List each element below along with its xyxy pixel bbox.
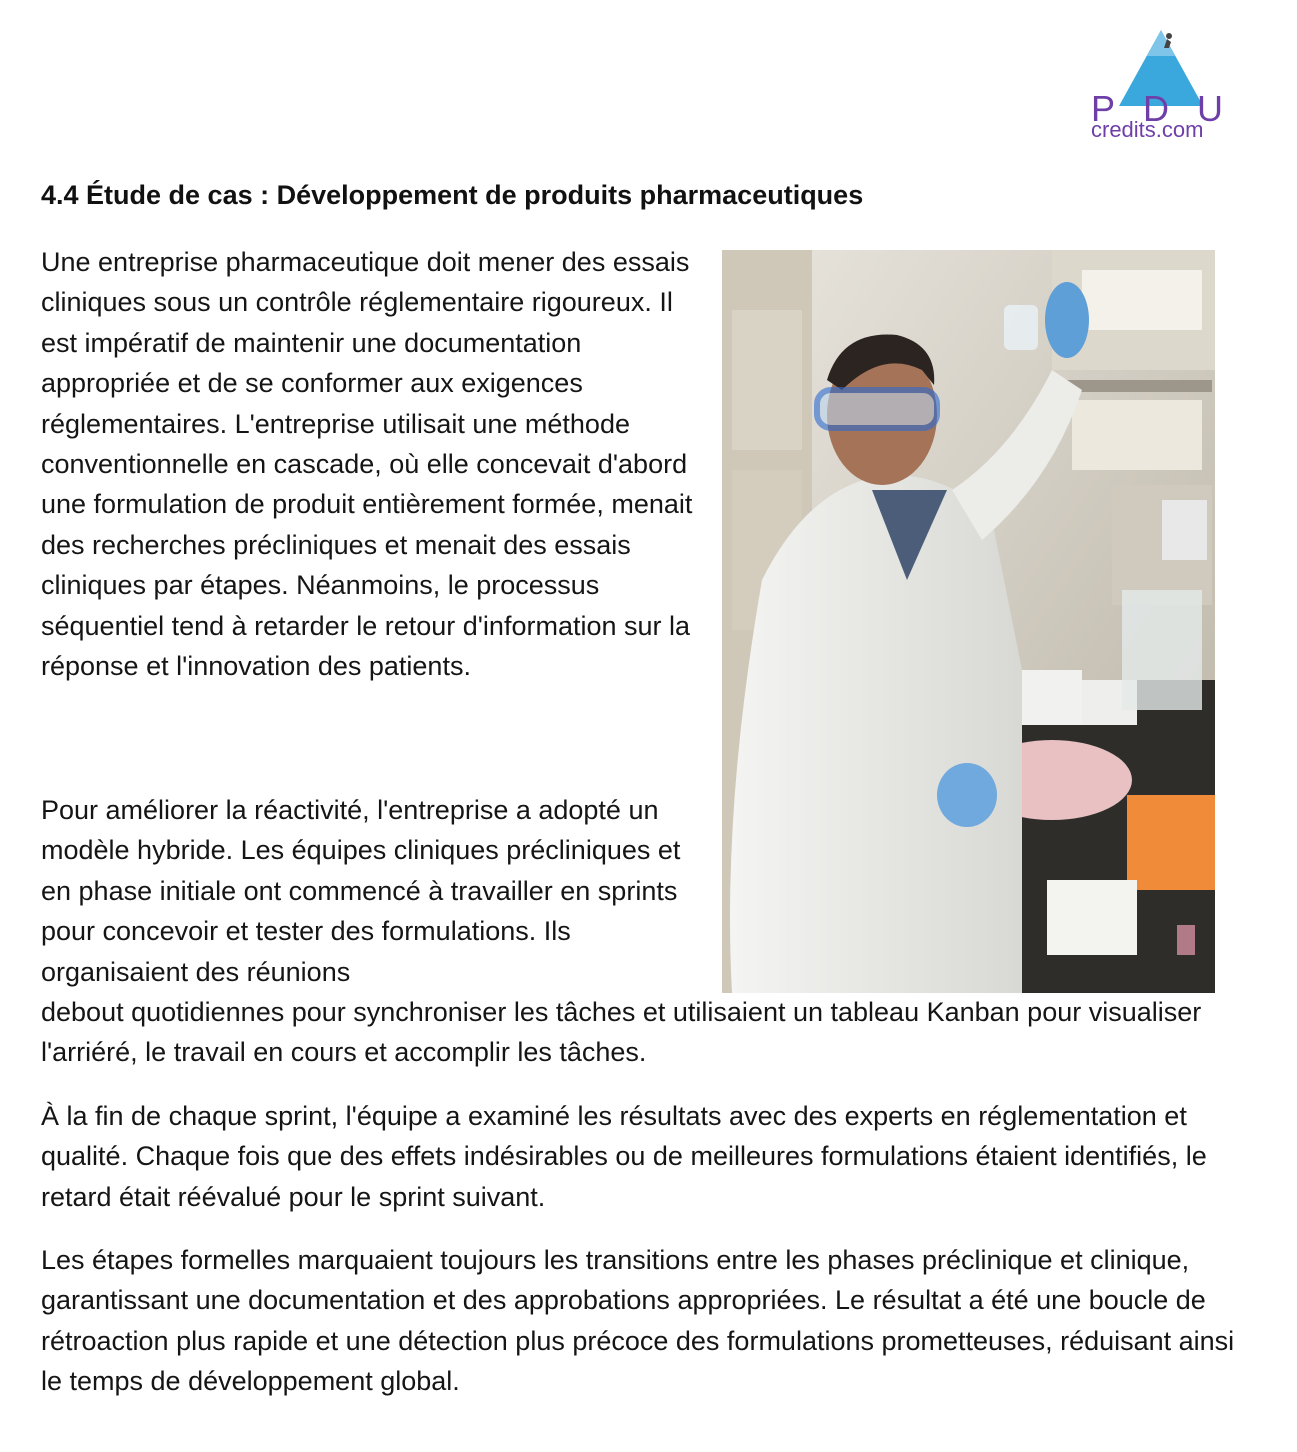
paragraph-2 xyxy=(41,790,1231,1073)
paragraph-2-wrap: Pour améliorer la réactivité, l'entreprise a adopté un modèle hybride. Les équipes cliniques précliniques et en phase initiale ont commencé à travailler en sprints pour concevoir et tester des formulations. Ils organisaient des réunions xyxy=(41,795,681,987)
logo-letter-u: U xyxy=(1197,88,1223,129)
logo-letter-p: P xyxy=(1091,88,1116,129)
paragraph-1: Une entreprise pharmaceutique doit mener des essais cliniques sous un contrôle réglementaire rigoureux. Il est impératif de maintenir une documentation appropriée et de se conformer aux exigences réglementaires. L'entreprise utilisait une méthode conventionnelle en cascade, où elle concevait d'abord une formulation de produit entièrement formée, menait des recherches précliniques et menait des essais cliniques par étapes. Néanmoins, le processus séquentiel tend à retarder le retour d'information sur la réponse et l'innovation des patients. xyxy=(41,247,693,682)
paragraph-4: Les étapes formelles marquaient toujours les transitions entre les phases préclinique et clinique, garantissant une documentation et des approbations appropriées. Le résultat a été une boucle de rétroaction plus rapide et une détection plus précoce des formulations prometteuses, réduisant ainsi le temps de développement global. xyxy=(41,1245,1235,1397)
pdu-credits-logo xyxy=(1085,26,1235,146)
paragraph-3: À la fin de chaque sprint, l'équipe a examiné les résultats avec des experts en réglementation et qualité. Chaque fois que des effets indésirables ou de meilleures formulations étaient identifiés, le retard était réévalué pour le sprint suivant. xyxy=(41,1101,1207,1212)
logo-letter-d: D xyxy=(1143,88,1169,129)
logo-subtitle: credits.com xyxy=(1091,117,1204,142)
section-heading: 4.4 Étude de cas : Développement de produits pharmaceutiques xyxy=(41,180,864,210)
paragraph-2-rest: debout quotidiennes pour synchroniser les tâches et utilisaient un tableau Kanban pour visualiser l'arriéré, le travail en cours et accomplir les tâches. xyxy=(41,997,1202,1068)
